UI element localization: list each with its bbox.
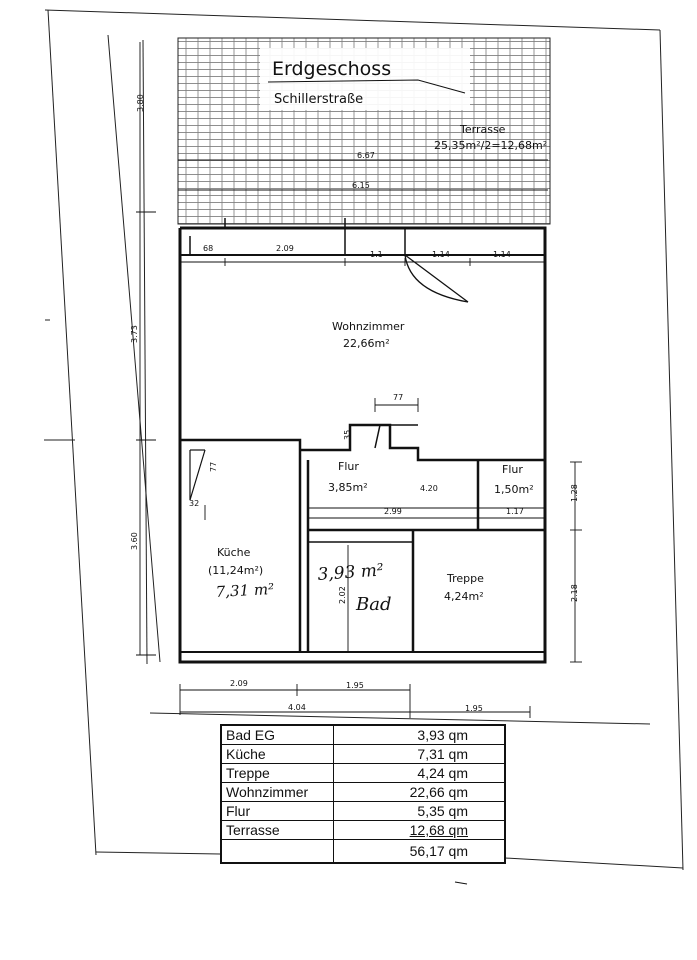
dim-label: 3.60	[130, 532, 139, 550]
room-area-cell: 22,66 qm	[334, 783, 506, 802]
wohnzimmer-area: 22,66m²	[343, 337, 390, 350]
treppe-area: 4,24m²	[444, 590, 484, 603]
room-area-cell: 12,68 qm	[334, 821, 506, 840]
table-row	[221, 783, 505, 802]
dim-label: 3.73	[130, 325, 139, 343]
dim-label: 2.99	[384, 507, 402, 516]
dim-label: 2.09	[276, 244, 294, 253]
dim-label: 2.09	[230, 679, 248, 688]
table-row	[221, 725, 505, 745]
dim-label: 77	[209, 461, 218, 472]
bad-area-handwritten: 3,93 m²	[316, 560, 385, 585]
total-area-cell: 56,17 qm	[334, 840, 506, 864]
total-label-cell	[221, 840, 334, 864]
dim-label: 68	[203, 244, 214, 253]
room-name-cell: Flur	[221, 802, 334, 821]
dim-label: 35	[343, 429, 352, 440]
dim-label: 2.18	[570, 584, 579, 602]
dim-label: 1.1	[370, 250, 383, 259]
room-name-cell: Bad EG	[221, 725, 334, 745]
dim-label: 3.80	[136, 94, 145, 112]
room-name-cell: Wohnzimmer	[221, 783, 334, 802]
dim-label: 1.14	[432, 250, 450, 259]
room-area-cell: 5,35 qm	[334, 802, 506, 821]
flur1-area: 3,85m²	[328, 481, 368, 494]
kueche-corrected-area: 7,31 m²	[215, 579, 275, 601]
dim-label: 6.15	[352, 181, 370, 190]
wohnzimmer-label: Wohnzimmer	[332, 320, 405, 333]
room-area-cell: 4,24 qm	[334, 764, 506, 783]
dim-label: 1.95	[465, 704, 483, 713]
dim-label: 2.02	[338, 586, 347, 604]
flur2-area: 1,50m²	[494, 483, 534, 496]
kueche-area: (11,24m²)	[208, 564, 264, 577]
plan-title: Erdgeschoss	[272, 58, 392, 80]
dim-label: 1.95	[346, 681, 364, 690]
table-row	[221, 802, 505, 821]
terrace-area-text: 25,35m²/2=12,68m²	[434, 139, 548, 152]
flur2-label: Flur	[502, 463, 523, 476]
scan-mark	[455, 882, 467, 884]
dim-label: 6.67	[357, 151, 375, 160]
dim-label: 4.04	[288, 703, 306, 712]
table-row	[221, 821, 505, 840]
room-area-cell: 3,93 qm	[334, 725, 506, 745]
dim-label: 1.17	[506, 507, 524, 516]
flur1-label: Flur	[338, 460, 359, 473]
bad-label-handwritten: Bad	[356, 594, 392, 615]
dim-label: 1.28	[570, 484, 579, 502]
table-row	[221, 745, 505, 764]
area-summary-table	[220, 724, 506, 864]
table-row	[221, 764, 505, 783]
room-area-cell: 7,31 qm	[334, 745, 506, 764]
room-name-cell: Küche	[221, 745, 334, 764]
dim-label: 4.20	[420, 484, 438, 493]
dim-label: 1.14	[493, 250, 511, 259]
terrace-label: Terrasse	[460, 123, 506, 136]
treppe-label: Treppe	[447, 572, 484, 585]
dim-label: 32	[189, 499, 200, 508]
room-name-cell: Treppe	[221, 764, 334, 783]
total-row	[221, 840, 505, 864]
kitchen-corner-stair	[190, 450, 205, 500]
dim-label: 77	[393, 393, 404, 402]
kueche-label: Küche	[217, 546, 251, 559]
plan-subtitle: Schillerstraße	[274, 92, 364, 107]
room-name-cell: Terrasse	[221, 821, 334, 840]
